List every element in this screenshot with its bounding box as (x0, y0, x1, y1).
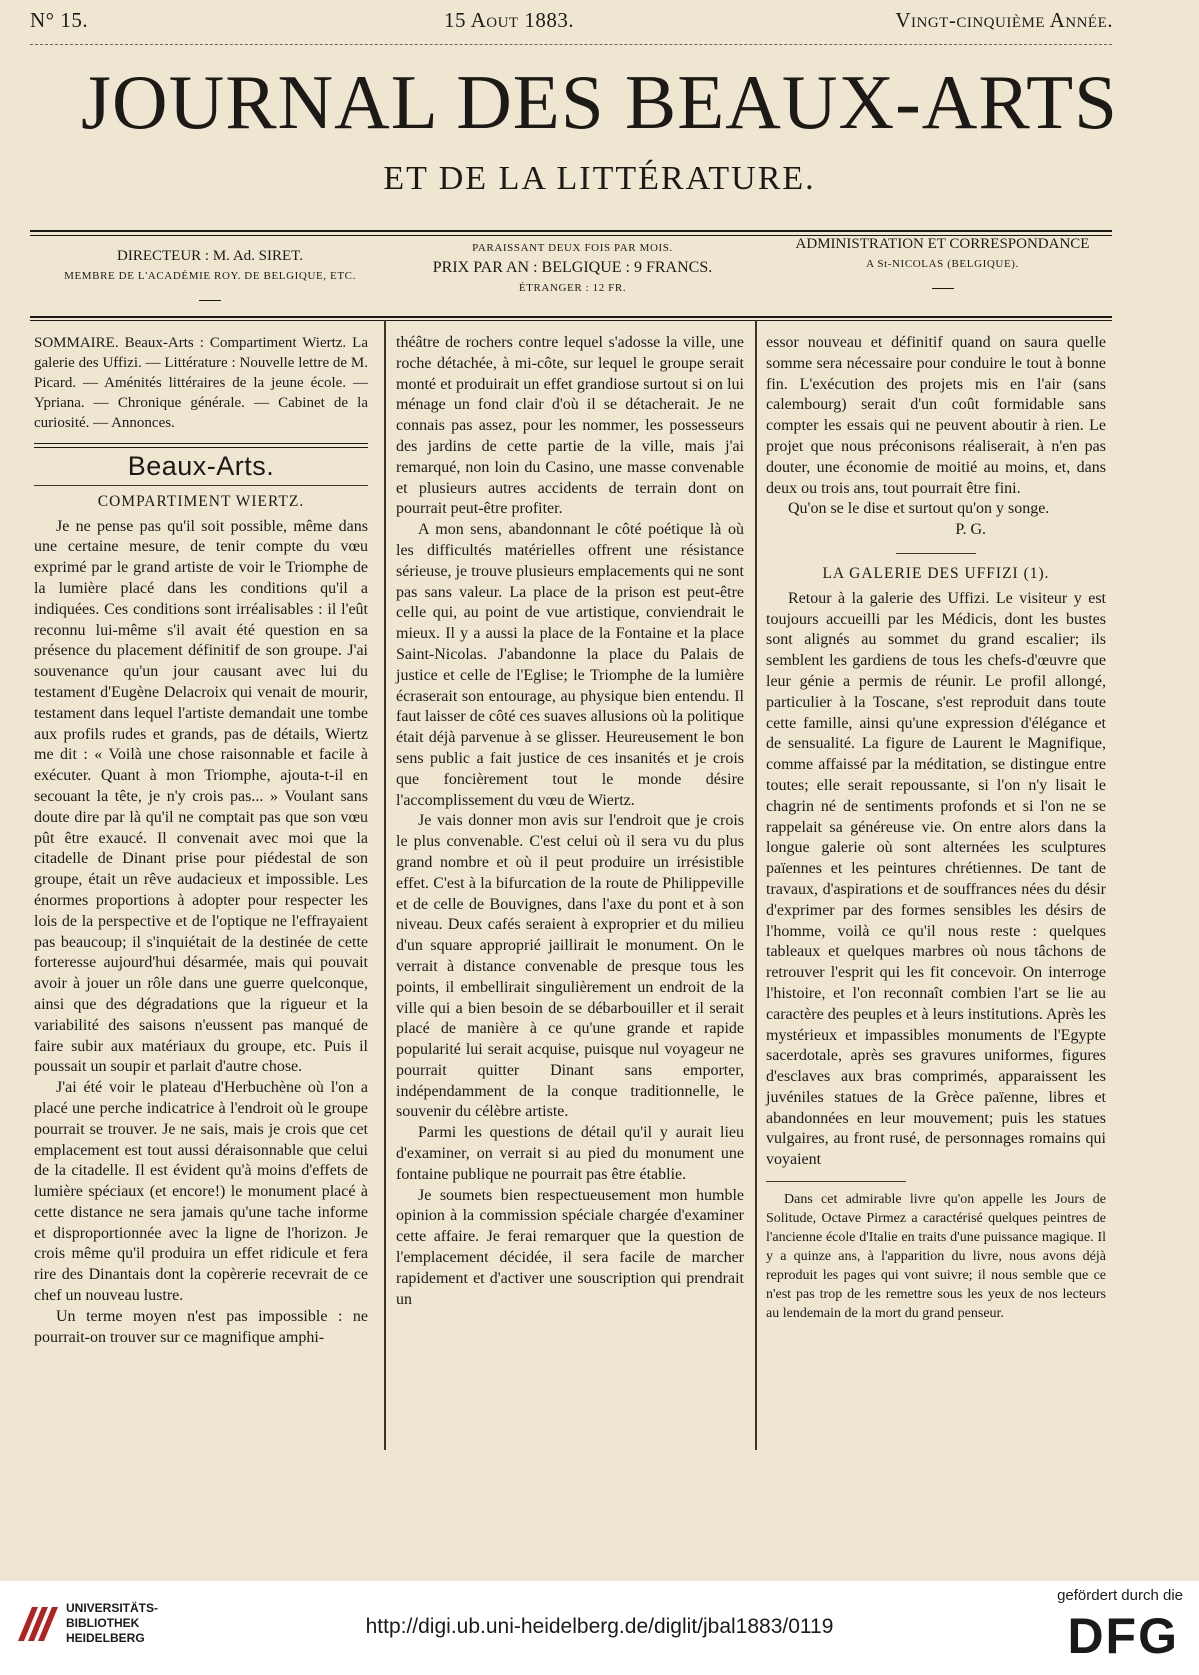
director-dash (199, 300, 221, 301)
subscription-block (400, 238, 745, 298)
director-block (60, 246, 360, 307)
summary-rule (34, 443, 368, 448)
administration-block (770, 234, 1115, 295)
footnote-text: Dans cet admirable livre qu'on appelle les Jours de Solitude, Octave Pirmez a caractérisé quelques peintres de l'ancienne école d'Italie en traits d'une puissance magique. Il y a quinze ans, à l'apparition du livre, nous avons déjà reproduit les pages qui vont suivre; il nous semble que ce n'est pas trop de les remettre sous les yeux de nos lecteurs au lendemain de la mort du grand penseur. (766, 1192, 1106, 1322)
paragraph: Qu'on se le dise et surtout qu'on y songe. (788, 500, 1050, 518)
masthead-subtitle: ET DE LA LITTÉRATURE. (383, 160, 816, 197)
dfg-logo-icon: DFG (1067, 1608, 1179, 1664)
digitization-footer (0, 1581, 1199, 1675)
paragraph: Retour à la galerie des Uffizi. Le visiteur y est toujours accueilli par les Médicis, dont les bustes sont alignés au sommet du grand escalier; ils semblent les gardiens de tous les chefs-d'œuvre que leur génie a permis de réunir. Le profil allongé, particulier à la Toscane, s'est reproduit dans toute cette famille, ainsi qu'une expression d'élégance et de sensualité. La figure de Laurent le Magnifique, comme affaissé par la méditation, se distingue entre toutes; elle serait repoussante, si l'on n'y lisait le chagrin né de sentiments profonds et si l'on ne se rappelait sa généreuse vie. On entre alors dans la longue galerie où sont alternées les sculptures païennes et les peintures chrétiennes. De tant de travaux, d'aspirations et de souffrances nées du désir d'exprimer par des formes sensibles les désirs de l'homme, voilà ce qu'il nous reste : quelques tableaux et quelques marbres où nous tâchons de retrouver l'esprit qui les fit concevoir. On interroge l'histoire, et l'on reconnaît combien l'art se lie au caractère des peuples et à leurs institutions. Après les mystérieux et impassibles monuments de l'Egypte sacerdotale, après ses gravures uniformes, figures d'esclaves aux bras comprimés, apparaissent les juvéniles statues de la Grèce païenne, libres et abandonnées en leur mouvement; puis les statues vulgaires, au front rusé, de personnages romains qui voyaient (766, 589, 1106, 1169)
issue-year: Vingt-cinquième Année. (895, 8, 1113, 32)
source-url[interactable]: http://digi.ub.uni-heidelberg.de/diglit/jbal1883/0119 (365, 1615, 834, 1638)
paragraph: A mon sens, abandonnant le côté poétique là où les difficultés matérielles offrent une résistance sérieuse, je trouve plusieurs emplacements qui ne sont pas sans valeur. La place de la prison est peut-être celle qui, au point de vue artistique, conviendrait le mieux. Il y a aussi la place de la Fontaine et la place Saint-Nicolas. J'abandonne la place du Palais de justice et celle de l'Eglise; le Triomphe de la lumière écraserait son entourage, au physique bien entendu. Il faut laisser de côté ces suaves allusions où la politique était déjà parvenue à se glisser. Heureusement le bon sens public a fait justice de ces insanités et je crois que foncièrement tout le monde désire l'accomplissement du vœu de Wiertz. (396, 521, 744, 809)
issue-number: N° 15. (30, 8, 89, 32)
column-1 (34, 333, 368, 1348)
frequency-text: PARAISSANT DEUX FOIS PAR MOIS. (472, 242, 673, 254)
paragraph: essor nouveau et définitif quand on saura quelle somme sera nécessaire pour conduire le tout à bonne fin. L'exécution des projets mis en l'air (sans calembourg) serait d'un coût formidable sans compter les essais qui ne peuvent aboutir à rien. Le projet que nous préconisons réaliserait, à n'en pas douter, une économie de moitié au moins, et, dans deux ou trois ans, tout pourrait être fini. (766, 334, 1106, 497)
director-name: DIRECTEUR : M. Ad. SIRET. (117, 248, 303, 264)
administration-dash (932, 288, 954, 289)
paragraph: Parmi les questions de détail qu'il y aurait lieu d'examiner, on verrait si au pied du monument une fontaine publique ne pourrait pas être établie. (396, 1124, 744, 1183)
logo-line-3: HEIDELBERG (66, 1631, 145, 1645)
column-2 (396, 333, 744, 1310)
paragraph: Je vais donner mon avis sur l'endroit que je crois le plus convenable. C'est celui où il sera vu du plus grand nombre et où il peut produire un irrésistible effet. C'est à la bifurcation de la route de Philippeville et de celle de Bouvignes, dans l'axe du pont et à son niveau. Deux cafés seraient à exproprier et du milieu d'un square approprié jaillirait le monument. On le verrait à distance convenable de presque tous les points, il embellirait singulièrement un endroit de la ville qui a bien besoin de se débarbouiller et il serait placé de manière à ce qu'une grande et rapide popularité lui serait acquise, puisque nul voyageur ne pourrait quitter Dinant sans emporter, indépendamment de la conque traditionnelle, le souvenir du célèbre artiste. (396, 812, 744, 1121)
paragraph: J'ai été voir le plateau d'Herbuchène où l'on a placé une perche indicatrice à l'endroit où le groupe pourrait se trouver. Je ne sais, mais je crois que cet emplacement est tout aussi déraisonnable que celui de la citadelle. Il est évident qu'à moins d'effets de lumière spéciaux (et encore!) le monument placé à cette distance ne sera jamais qu'une tache informe et disproportionnée avec la ligne de l'horizon. Je crois même qu'il produira un effet ridicule et fera rire des Dinantais dont la copèrerie recevrait de ce chef un nouveau lustre. (34, 1079, 368, 1305)
funding-label: gefördert durch die (1057, 1587, 1183, 1604)
administration-title: ADMINISTRATION ET CORRESPONDANCE (795, 236, 1090, 252)
header-rule-bottom (30, 316, 1112, 318)
masthead-title: JOURNAL DES BEAUX-ARTS (81, 59, 1118, 145)
article-title-wiertz: COMPARTIMENT WIERTZ. (97, 492, 305, 510)
masthead-rule-top (30, 230, 1112, 232)
summary: SOMMAIRE. Beaux-Arts : Compartiment Wiertz. La galerie des Uffizi. — Littérature : Nouvelle lettre de M. Picard. — Aménités littéraires de la jeune école. — Ypriana. — Chronique générale. — Cabinet de la curiosité. — Annonces. (34, 335, 368, 431)
column-divider-1 (384, 320, 386, 1450)
footnote (766, 1190, 1106, 1323)
header-rule-bottom-thin (30, 320, 1112, 321)
paragraph: Je ne pense pas qu'il soit possible, même dans une certaine mesure, de tenir compte du vœu exprimé par le grand artiste de voir le Triomphe de la lumière placé dans les conditions qu'il a indiquées. Ces conditions sont irréalisables : il l'eût reconnu lui-même s'il avait été question en sa présence du placement définitif de son groupe. J'ai souvenance qu'un jour causant avec lui du testament d'Eugène Delacroix qui venait de mourir, testament dans lequel l'artiste demandait une tombe aux profils rudes et grands, pas de détails, Wiertz me dit : « Voilà une chose raisonnable et facile à exécuter. Quant à mon Triomphe, ajouta-t-il en secouant la tête, je n'y crois pas... » Voulant sans doute dire par là qu'il ne comptait pas que son vœu pût être exaucé. Il convenait avec moi que la citadelle de Dinant prise pour piédestal de son groupe, était un rêve audacieux et impossible. Les énormes proportions à adopter pour respecter les lois de la perspective et de l'optique ne l'effrayaient pas beaucoup; il s'inquiétait de la destinée de cette forteresse aujourd'hui désarmée, mais qui pouvait avoir à jouer un rôle dans une guerre quelconque, ainsi que des dégradations que la rigueur et la variabilité des saisons n'eussent pas manqué de faire subir aux matériaux du groupe, etc. Puis il poussait un soupir et parlait d'autre chose. (34, 517, 368, 1076)
signature: P. G. (955, 521, 986, 539)
section-heading: Beaux-Arts. (127, 451, 275, 481)
foreign-price-text: ÉTRANGER : 12 FR. (518, 282, 627, 294)
article-separator (896, 553, 976, 554)
column-3 (766, 333, 1106, 1323)
paragraph: théâtre de rochers contre lequel s'adosse la ville, une roche détachée, à mi-côte, sur lequel le groupe serait monté et produirait un effet grandiose surtout si on lui ménage un fond clair d'où il se détacherait. Je ne connais pas assez, pour les nommer, les possesseurs des jardins de cette partie de la ville, mais j'ai remarqué, non loin du Casino, une masse convenable et plusieurs autres accidents de terrain dont on pourrait peut-être profiter. (396, 334, 744, 518)
director-title: MEMBRE DE L'ACADÉMIE ROY. DE BELGIQUE, ETC. (64, 270, 356, 282)
paragraph: Un terme moyen n'est pas impossible : ne pourrait-on trouver sur ce magnifique amphi- (34, 1307, 368, 1346)
logo-line-2: BIBLIOTHEK (66, 1616, 140, 1630)
logo-line-1: UNIVERSITÄTS- (66, 1601, 159, 1615)
price-text: PRIX PAR AN : BELGIQUE : 9 FRANCS. (432, 259, 713, 276)
section-rule (34, 485, 368, 486)
article-title-uffizi: LA GALERIE DES UFFIZI (1). (822, 564, 1050, 582)
administration-address: A St-NICOLAS (BELGIQUE). (866, 258, 1019, 270)
issue-date: 15 Aout 1883. (444, 8, 575, 32)
top-divider (30, 44, 1112, 45)
paragraph: Je soumets bien respectueusement mon humble opinion à la commission spéciale chargée d'examiner cette affaire. Je ferai remarquer que la question de l'emplacement décidée, il sera facile de marcher rapidement et d'activer une souscription qui prendrait un (396, 1186, 744, 1308)
footnote-rule (766, 1181, 906, 1182)
column-divider-2 (755, 320, 757, 1450)
